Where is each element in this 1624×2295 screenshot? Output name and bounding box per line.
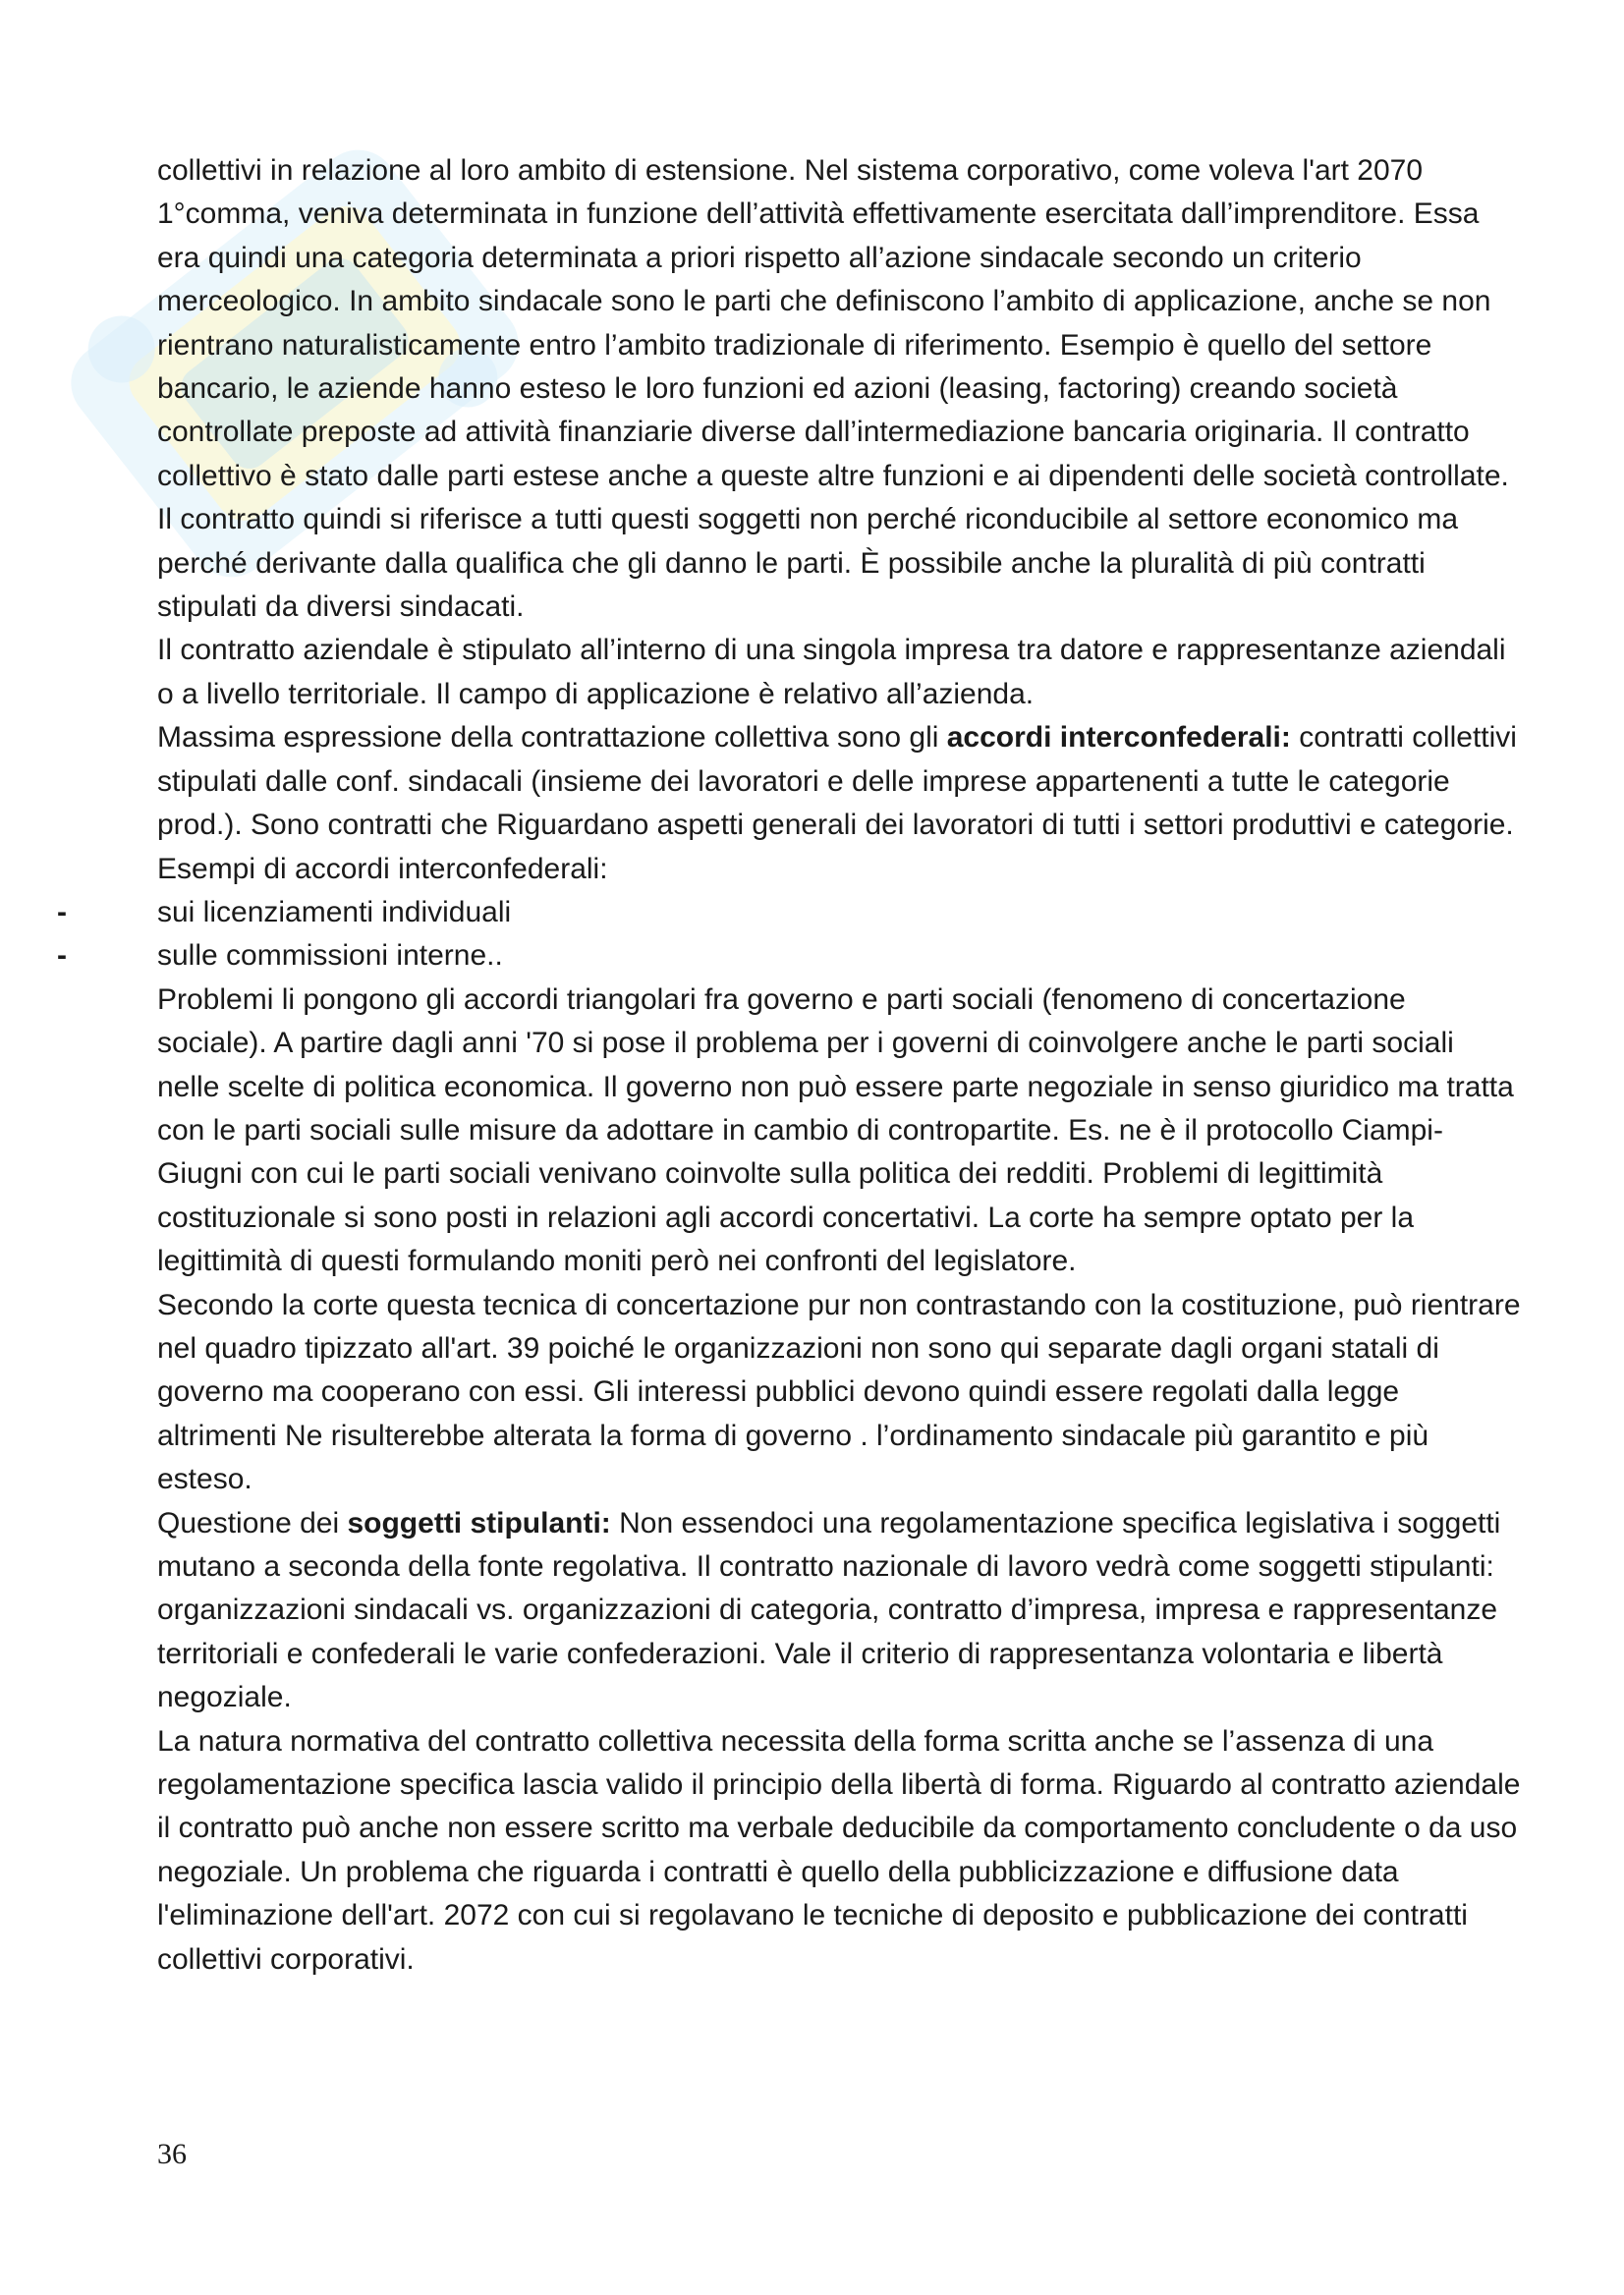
term-soggetti-stipulanti: soggetti stipulanti: [347, 1506, 611, 1539]
page-number: 36 [157, 2138, 187, 2170]
paragraph-corte-concertazione: Secondo la corte questa tecnica di concertazione pur non contrastando con la costituzione, può rientrare nel quadro tipizzato all'art. 39 poiché le organizzazioni non sono qui separate dagli organi statali di governo ma cooperano con essi. Gli interessi pubblici devono quindi essere regolati dalla legge altrimenti Ne risulterebbe alterata la forma di governo . l’ordinamento sindacale più garantito e più esteso. [157, 1288, 1521, 1496]
term-accordi-interconfederali: accordi interconfederali: [946, 721, 1291, 755]
paragraph-forma-scritta: La natura normativa del contratto collettiva necessita della forma scritta anche se l’assenza di una regolamentazione specifica lascia valido il principio della libertà di forma. Riguardo al contratto aziendale il contratto può anche non essere scritto ma verbale deducibile da comportamento concludente o da uso negoziale. Un problema che riguarda i contratti è quello della pubblicizzazione e diffusione data l'eliminazione dell'art. 2072 con cui si regolavano le tecniche di deposito e pubblicazione dei contratti collettivi corporativi. [157, 1724, 1521, 1976]
list-item [57, 891, 1523, 934]
list-item [57, 934, 1523, 978]
paragraph-accordi-triangolari: Problemi li pongono gli accordi triangolari fra governo e parti sociali (fenomeno di concertazione sociale). A partire dagli anni '70 si pose il problema per i governi di coinvolgere anche le parti sociali nelle scelte di politica economica. Il governo non può essere parte negoziale in senso giuridico ma tratta con le parti sociali sulle misure da adottare in cambio di contropartite. Es. ne è il protocollo Ciampi-Giugni con cui le parti sociali venivano coinvolte sulla politica dei redditi. Problemi di legittimità costituzionale si sono posti in relazioni agli accordi concertativi. La corte ha sempre optato per la legittimità di questi formulando moniti però nei confronti del legislatore. [157, 982, 1514, 1278]
p3-lead: Massima espressione della contrattazione collettiva sono gli [157, 721, 947, 755]
bullet-dash: - [57, 895, 67, 928]
p6-rest: Non essendoci una regolamentazione specifica legislativa i soggetti mutano a seconda della fonte regolativa. Il contratto nazionale di lavoro vedrà come soggetti stipulanti: organizzazioni sindacali vs. organizzazioni di categoria, contratto d’impresa, impresa e rappresentanze territoriali e confederali le varie confederazioni. Vale il criterio di rappresentanza volontaria e libertà negoziale. [157, 1506, 1501, 1714]
paragraph-soggetti-stipulanti [157, 1502, 1523, 1720]
list-item-text: sulle commissioni interne.. [157, 939, 503, 973]
paragraph-contratto-aziendale: Il contratto aziendale è stipulato all’interno di una singola impresa tra datore e rappresentanze aziendali o a livello territoriale. Il campo di applicazione è relativo all’azienda. [157, 634, 1506, 710]
bullet-dash: - [57, 939, 67, 973]
paragraph-ambito: collettivi in relazione al loro ambito di estensione. Nel sistema corporativo, come voleva l'art 2070 1°comma, veniva determinata in funzione dell’attività effettivamente esercitata dall’imprenditore. Essa era quindi una categoria determinata a priori rispetto all’azione sindacale secondo un criterio merceologico. In ambito sindacale sono le parti che definiscono l’ambito di applicazione, anche se non rientrano naturalisticamente entro l’ambito tradizionale di riferimento. Esempio è quello del settore bancario, le aziende hanno esteso le loro funzioni ed azioni (leasing, factoring) creando società controllate preposte ad attività finanziarie diverse dall’intermediazione bancaria originaria. Il contratto collettivo è stato dalle parti estese anche a queste altre funzioni e ai dipendenti delle società controllate. Il contratto quindi si riferisce a tutti questi soggetti non perché riconducibile al settore economico ma perché derivante dalla qualifica che gli danno le parti. È possibile anche la pluralità di più contratti stipulati da diversi sindacati. [157, 154, 1509, 624]
list-item-text: sui licenziamenti individuali [157, 895, 512, 928]
examples-list [57, 891, 1523, 979]
p6-lead: Questione dei [157, 1506, 348, 1539]
paragraph-accordi-interconfederali [157, 716, 1523, 891]
body-text [57, 149, 1523, 1982]
p3-rest: contratti collettivi stipulati dalle conf. sindacali (insieme dei lavoratori e delle imprese appartenenti a tutte le categorie prod.). Sono contratti che Riguardano aspetti generali dei lavoratori di tutti i settori produttivi e categorie. Esempi di accordi interconfederali: [157, 721, 1517, 885]
